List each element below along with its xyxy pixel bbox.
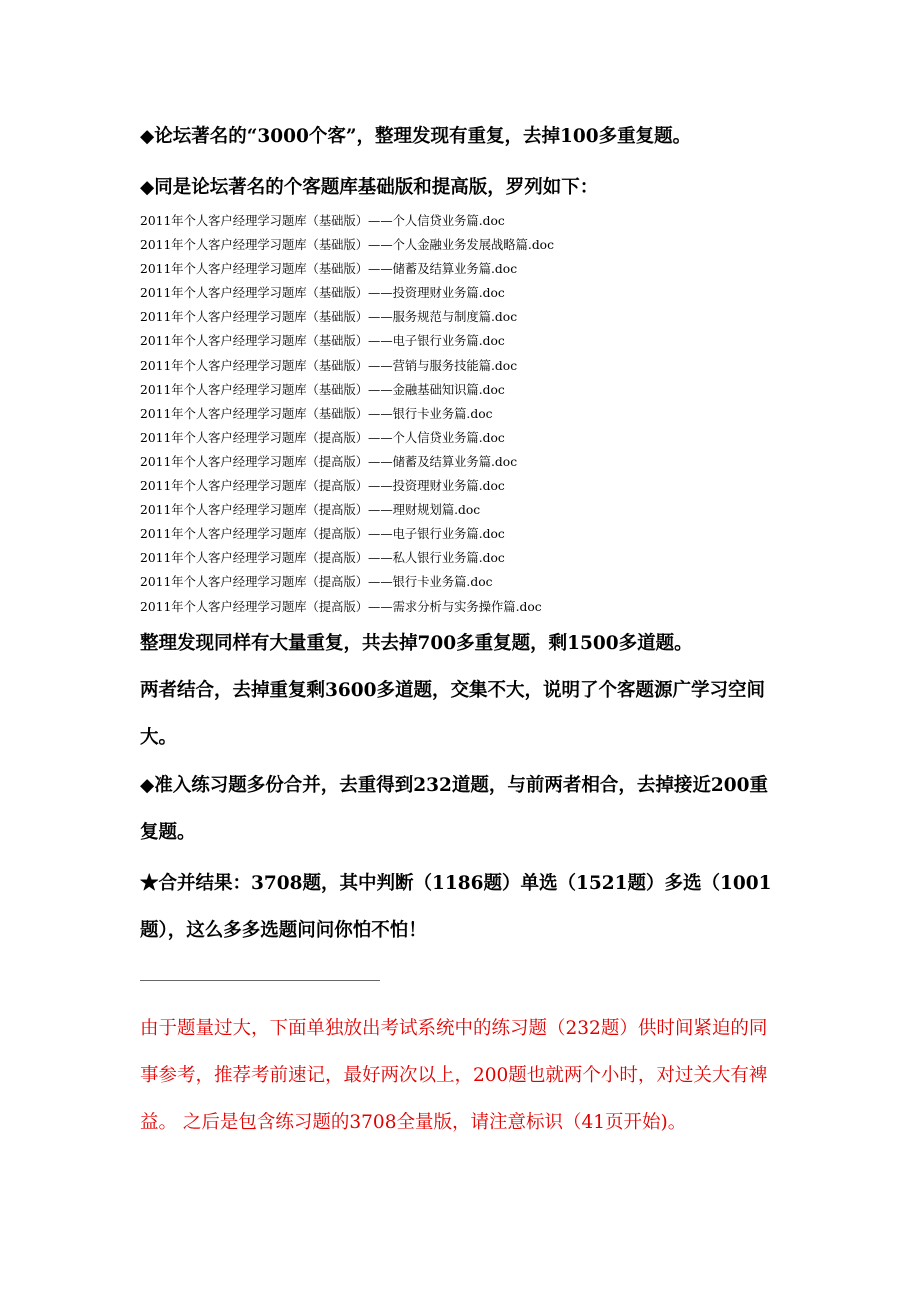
file-list	[140, 209, 554, 619]
divider-line: ______________________________	[140, 962, 380, 981]
file-list-item: 2011年个人客户经理学习题库（基础版）——营销与服务技能篇.doc	[140, 358, 518, 373]
paragraph-combined: 两者结合，去掉重复剩3600多道题，交集不大，说明了个客题源广学习空间大。	[140, 680, 765, 748]
file-list-item: 2011年个人客户经理学习题库（提高版）——个人信贷业务篇.doc	[140, 430, 505, 445]
heading-question-bank: ◆同是论坛著名的个客题库基础版和提高版，罗列如下：	[140, 177, 599, 198]
file-list-item: 2011年个人客户经理学习题库（提高版）——电子银行业务篇.doc	[140, 527, 505, 542]
heading-3000-questions: ◆论坛著名的“3000个客”，整理发现有重复，去掉100多重复题。	[140, 126, 692, 147]
file-list-item: 2011年个人客户经理学习题库（基础版）——储蓄及结算业务篇.doc	[140, 262, 518, 277]
file-list-item: 2011年个人客户经理学习题库（基础版）——投资理财业务篇.doc	[140, 286, 505, 301]
file-list-item: 2011年个人客户经理学习题库（基础版）——服务规范与制度篇.doc	[140, 310, 518, 325]
file-list-item: 2011年个人客户经理学习题库（提高版）——私人银行业务篇.doc	[140, 551, 505, 566]
file-list-item: 2011年个人客户经理学习题库（提高版）——储蓄及结算业务篇.doc	[140, 454, 518, 469]
file-list-item: 2011年个人客户经理学习题库（提高版）——需求分析与实务操作篇.doc	[140, 599, 542, 614]
note-paragraph: 由于题量过大，下面单独放出考试系统中的练习题（232题）供时间紧迫的同事参考，推荐考前速记，最好两次以上，200题也就两个小时，对过关大有裨益。 之后是包含练习题的3708全量版，请注意标识（41页开始)。	[140, 1018, 768, 1133]
file-list-item: 2011年个人客户经理学习题库（提高版）——理财规划篇.doc	[140, 503, 481, 518]
file-list-item: 2011年个人客户经理学习题库（基础版）——个人信贷业务篇.doc	[140, 214, 505, 228]
paragraph-dedupe-result: 整理发现同样有大量重复，共去掉700多重复题，剩1500多道题。	[140, 633, 693, 654]
file-list-item: 2011年个人客户经理学习题库（基础版）——银行卡业务篇.doc	[140, 406, 493, 421]
file-list-item: 2011年个人客户经理学习题库（基础版）——金融基础知识篇.doc	[140, 382, 505, 397]
file-list-item: 2011年个人客户经理学习题库（提高版）——投资理财业务篇.doc	[140, 479, 505, 494]
file-list-item: 2011年个人客户经理学习题库（基础版）——个人金融业务发展战略篇.doc	[140, 238, 554, 253]
file-list-item: 2011年个人客户经理学习题库（基础版）——电子银行业务篇.doc	[140, 334, 505, 349]
paragraph-merge-result: ★合并结果：3708题，其中判断（1186题）单选（1521题）多选（1001题），这么多多选题问问你怕不怕！	[140, 873, 772, 941]
file-list-item: 2011年个人客户经理学习题库（提高版）——银行卡业务篇.doc	[140, 575, 493, 590]
paragraph-practice-merge: ◆准入练习题多份合并，去重得到232道题，与前两者相合，去掉接近200重复题。	[140, 775, 768, 843]
